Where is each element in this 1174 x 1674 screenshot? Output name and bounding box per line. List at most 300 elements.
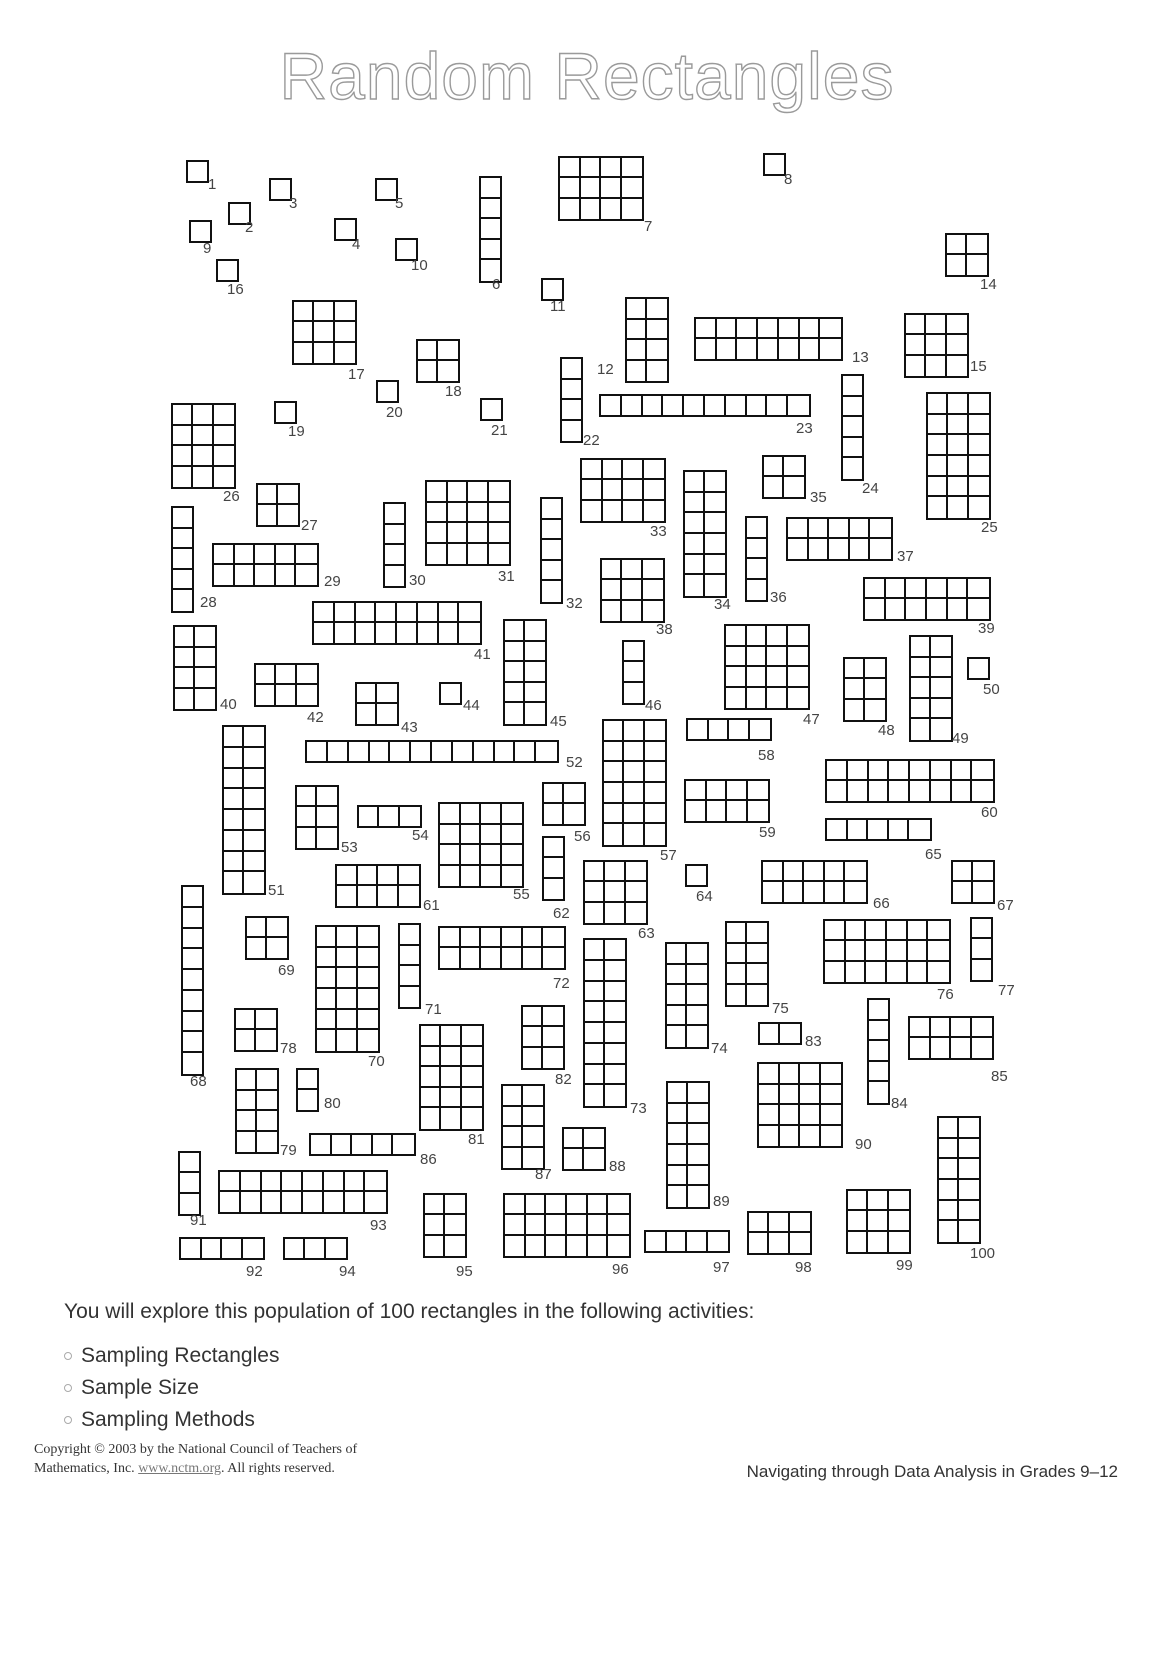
rectangle-84	[867, 998, 890, 1105]
grid-cell	[605, 961, 625, 982]
rectangle-label: 73	[630, 1100, 647, 1117]
grid-cell	[603, 460, 624, 480]
grid-cell	[411, 742, 432, 761]
grid-cell	[585, 1065, 605, 1086]
grid-cell	[317, 787, 337, 807]
grid-cell	[765, 155, 784, 174]
grid-cell	[790, 1233, 810, 1253]
grid-cell	[303, 1172, 324, 1192]
grid-cell	[453, 742, 474, 761]
grid-cell	[564, 1129, 584, 1149]
rectangle-label: 47	[803, 711, 820, 728]
rectangle-37	[786, 517, 893, 561]
grid-cell	[627, 320, 647, 341]
rectangle-label: 76	[937, 986, 954, 1003]
activity-item: Sampling Methods	[64, 1404, 279, 1436]
grid-cell	[845, 862, 866, 882]
grid-cell	[314, 343, 334, 363]
grid-cell	[886, 599, 907, 619]
grid-cell	[461, 948, 482, 968]
grid-cell	[869, 1000, 888, 1021]
grid-cell	[523, 1148, 543, 1169]
rectangle-19	[274, 401, 297, 424]
grid-cell	[727, 923, 747, 944]
grid-cell	[910, 761, 931, 781]
grid-cell	[800, 1105, 821, 1126]
grid-cell	[827, 781, 848, 801]
rectangle-50	[967, 657, 990, 680]
grid-cell	[567, 1195, 588, 1215]
grid-cell	[337, 968, 357, 989]
grid-cell	[335, 322, 355, 342]
grid-cell	[585, 1044, 605, 1065]
grid-cell	[850, 539, 871, 559]
grid-cell	[868, 1211, 888, 1231]
rectangle-77	[970, 917, 993, 982]
rectangle-label: 46	[645, 697, 662, 714]
grid-cell	[827, 761, 848, 781]
grid-cell	[400, 966, 419, 987]
grid-cell	[359, 807, 379, 826]
grid-cell	[603, 480, 624, 500]
grid-cell	[624, 721, 644, 742]
grid-cell	[968, 599, 989, 619]
grid-cell	[328, 742, 349, 761]
rectangle-16	[216, 259, 239, 282]
rectangle-label: 68	[190, 1073, 207, 1090]
grid-cell	[385, 545, 404, 566]
grid-cell	[567, 1215, 588, 1235]
grid-cell	[585, 1023, 605, 1044]
grid-cell	[687, 985, 707, 1006]
rectangle-label: 82	[555, 1071, 572, 1088]
rectangle-label: 67	[997, 897, 1014, 914]
grid-cell	[910, 1018, 931, 1038]
grid-cell	[393, 1135, 414, 1154]
grid-cell	[564, 784, 584, 804]
grid-cell	[726, 688, 747, 709]
grid-cell	[314, 623, 335, 643]
rectangle-label: 59	[759, 824, 776, 841]
grid-cell	[425, 1236, 445, 1256]
grid-cell	[258, 485, 278, 505]
grid-cell	[421, 1108, 441, 1129]
grid-cell	[235, 565, 256, 585]
grid-cell	[243, 1239, 264, 1258]
grid-cell	[584, 1149, 604, 1169]
grid-cell	[889, 820, 910, 839]
rectangle-label: 16	[227, 281, 244, 298]
rectangle-label: 18	[445, 383, 462, 400]
rectangle-label: 25	[981, 519, 998, 536]
grid-cell	[910, 781, 931, 801]
grid-cell	[969, 415, 989, 436]
rectangle-79	[235, 1068, 279, 1154]
grid-cell	[969, 497, 989, 518]
rectangle-label: 58	[758, 747, 775, 764]
grid-cell	[544, 838, 563, 858]
grid-cell	[441, 1067, 461, 1088]
rectangle-28	[171, 506, 194, 613]
grid-cell	[180, 1194, 199, 1214]
rectangle-22	[560, 357, 583, 443]
grid-cell	[503, 1148, 523, 1169]
rectangle-35	[762, 455, 806, 499]
grid-cell	[448, 503, 469, 524]
grid-cell	[644, 480, 665, 500]
grid-cell	[688, 720, 709, 739]
grid-cell	[400, 925, 419, 946]
grid-cell	[303, 1192, 324, 1212]
nctm-link[interactable]: www.nctm.org	[138, 1461, 222, 1476]
grid-cell	[358, 948, 378, 969]
grid-cell	[767, 396, 788, 415]
rectangle-62	[542, 836, 565, 901]
grid-cell	[400, 987, 419, 1008]
rectangle-12	[625, 297, 669, 383]
grid-cell	[357, 684, 377, 704]
grid-cell	[605, 903, 625, 923]
grid-cell	[605, 1085, 625, 1106]
grid-cell	[845, 679, 865, 699]
grid-cell	[747, 667, 768, 688]
grid-cell	[968, 579, 989, 599]
rectangle-21	[480, 398, 503, 421]
grid-cell	[255, 545, 276, 565]
rectangle-label: 4	[352, 236, 361, 253]
grid-cell	[356, 623, 377, 643]
grid-cell	[643, 396, 664, 415]
grid-cell	[175, 689, 195, 710]
grid-cell	[645, 804, 665, 825]
rectangle-63	[583, 860, 648, 925]
rectangle-55	[438, 802, 524, 888]
rectangle-label: 15	[970, 358, 987, 375]
grid-cell	[441, 1108, 461, 1129]
rectangle-label: 26	[223, 488, 240, 505]
rectangle-60	[825, 759, 995, 803]
grid-cell	[788, 647, 809, 668]
rectangle-label: 91	[190, 1212, 207, 1229]
grid-cell	[887, 941, 908, 961]
grid-cell	[181, 1239, 202, 1258]
grid-cell	[257, 1091, 277, 1112]
grid-cell	[357, 704, 377, 724]
page-title: Random Rectangles	[279, 39, 895, 113]
rectangle-47	[724, 624, 810, 710]
grid-cell	[421, 1047, 441, 1068]
grid-cell	[767, 626, 788, 647]
grid-cell	[717, 339, 738, 359]
grid-cell	[947, 356, 967, 376]
rectangle-label: 48	[878, 722, 895, 739]
grid-cell	[358, 866, 379, 886]
copyright-notice: Copyright © 2003 by the National Council of Teachers of Mathematics, Inc. www.nctm.org. All rights reserved.	[34, 1442, 358, 1476]
rectangle-label: 60	[981, 804, 998, 821]
grid-cell	[399, 866, 420, 886]
rectangle-82	[521, 1005, 565, 1070]
grid-cell	[562, 359, 581, 380]
rectangle-17	[292, 300, 357, 365]
grid-cell	[887, 962, 908, 982]
rectangle-label: 93	[370, 1217, 387, 1234]
grid-cell	[687, 1026, 707, 1047]
grid-cell	[727, 781, 748, 801]
grid-cell	[502, 928, 523, 948]
grid-cell	[696, 339, 717, 359]
rectangle-93	[218, 1170, 388, 1214]
grid-cell	[608, 1195, 629, 1215]
rectangle-label: 94	[339, 1263, 356, 1280]
rectangle-label: 96	[612, 1261, 629, 1278]
grid-cell	[445, 1236, 465, 1256]
grid-cell	[257, 1070, 277, 1091]
grid-cell	[726, 647, 747, 668]
rectangle-label: 79	[280, 1142, 297, 1159]
rectangle-59	[684, 779, 770, 823]
grid-cell	[224, 769, 244, 790]
grid-cell	[377, 684, 397, 704]
grid-cell	[820, 319, 841, 339]
grid-cell	[927, 579, 948, 599]
grid-cell	[939, 1118, 959, 1139]
grid-cell	[747, 647, 768, 668]
grid-cell	[939, 1221, 959, 1242]
grid-cell	[622, 601, 642, 621]
grid-cell	[378, 382, 397, 401]
grid-cell	[515, 742, 536, 761]
rectangle-25	[926, 392, 991, 520]
grid-cell	[432, 742, 453, 761]
rectangle-99	[846, 1189, 911, 1254]
grid-cell	[685, 493, 705, 514]
grid-cell	[317, 968, 337, 989]
rectangle-label: 70	[368, 1053, 385, 1070]
rectangle-label: 64	[696, 888, 713, 905]
rectangle-27	[256, 483, 300, 527]
rectangle-32	[540, 497, 563, 604]
grid-cell	[624, 742, 644, 763]
grid-cell	[294, 343, 314, 363]
rectangle-88	[562, 1127, 606, 1171]
rectangle-label: 62	[553, 905, 570, 922]
grid-cell	[926, 335, 946, 355]
grid-cell	[747, 518, 766, 539]
grid-cell	[764, 457, 784, 477]
grid-cell	[438, 361, 458, 381]
grid-cell	[370, 742, 391, 761]
grid-cell	[502, 845, 523, 866]
grid-cell	[489, 482, 510, 503]
rectangle-label: 30	[409, 572, 426, 589]
grid-cell	[523, 1027, 543, 1047]
rectangle-6	[479, 176, 502, 283]
grid-cell	[928, 497, 948, 518]
grid-cell	[952, 761, 973, 781]
grid-cell	[645, 721, 665, 742]
rectangle-label: 49	[952, 730, 969, 747]
grid-cell	[800, 319, 821, 339]
rectangle-label: 2	[245, 219, 254, 236]
grid-cell	[421, 1067, 441, 1088]
grid-cell	[747, 688, 768, 709]
grid-cell	[886, 579, 907, 599]
grid-cell	[564, 804, 584, 824]
rectangle-18	[416, 339, 460, 383]
rectangle-label: 85	[991, 1068, 1008, 1085]
grid-cell	[337, 927, 357, 948]
grid-cell	[800, 1064, 821, 1085]
grid-cell	[667, 1232, 688, 1251]
grid-cell	[585, 961, 605, 982]
grid-cell	[317, 828, 337, 848]
grid-cell	[337, 989, 357, 1010]
grid-cell	[237, 1070, 257, 1091]
grid-cell	[947, 235, 967, 255]
grid-cell	[505, 1195, 526, 1215]
grid-cell	[865, 700, 885, 720]
grid-cell	[173, 590, 192, 611]
grid-cell	[825, 962, 846, 982]
grid-cell	[624, 662, 643, 682]
grid-cell	[626, 862, 646, 882]
grid-cell	[887, 921, 908, 941]
grid-cell	[825, 921, 846, 941]
grid-cell	[356, 603, 377, 623]
grid-cell	[928, 477, 948, 498]
grid-cell	[705, 472, 725, 493]
grid-cell	[747, 923, 767, 944]
grid-cell	[244, 831, 264, 852]
rectangle-26	[171, 403, 236, 489]
grid-cell	[399, 886, 420, 906]
grid-cell	[523, 1007, 543, 1027]
grid-cell	[502, 948, 523, 968]
grid-cell	[237, 1091, 257, 1112]
grid-cell	[866, 962, 887, 982]
grid-cell	[358, 1010, 378, 1031]
grid-cell	[779, 319, 800, 339]
grid-cell	[373, 1135, 394, 1154]
rectangle-76	[823, 919, 951, 984]
grid-cell	[747, 559, 766, 580]
grid-cell	[717, 319, 738, 339]
grid-cell	[939, 1159, 959, 1180]
rectangle-51	[222, 725, 266, 895]
rectangle-label: 92	[246, 1263, 263, 1280]
grid-cell	[173, 549, 192, 570]
grid-cell	[846, 962, 867, 982]
grid-cell	[608, 1215, 629, 1235]
grid-cell	[502, 866, 523, 887]
grid-cell	[931, 699, 951, 720]
grid-cell	[843, 417, 862, 438]
grid-cell	[804, 882, 825, 902]
rectangle-1	[186, 160, 209, 183]
rectangle-label: 42	[307, 709, 324, 726]
rectangle-45	[503, 619, 547, 726]
grid-cell	[627, 361, 647, 382]
grid-cell	[645, 762, 665, 783]
grid-cell	[183, 908, 202, 929]
grid-cell	[191, 222, 210, 241]
grid-cell	[788, 539, 809, 559]
grid-cell	[908, 941, 929, 961]
grid-cell	[605, 1065, 625, 1086]
grid-cell	[390, 742, 411, 761]
grid-cell	[843, 376, 862, 397]
grid-cell	[582, 460, 603, 480]
rectangle-label: 39	[978, 620, 995, 637]
activity-item: Sample Size	[64, 1372, 279, 1404]
grid-cell	[505, 683, 525, 704]
grid-cell	[311, 1135, 332, 1154]
rectangle-74	[665, 942, 709, 1049]
grid-cell	[627, 299, 647, 320]
grid-cell	[421, 1026, 441, 1047]
grid-cell	[928, 921, 949, 941]
grid-cell	[224, 748, 244, 769]
rectangle-label: 38	[656, 621, 673, 638]
grid-cell	[869, 781, 890, 801]
grid-cell	[523, 1127, 543, 1148]
grid-cell	[505, 642, 525, 663]
grid-cell	[481, 845, 502, 866]
grid-cell	[605, 982, 625, 1003]
grid-cell	[462, 1026, 482, 1047]
grid-cell	[788, 688, 809, 709]
grid-cell	[667, 985, 687, 1006]
grid-cell	[928, 415, 948, 436]
rectangle-label: 75	[772, 1000, 789, 1017]
rectangle-label: 35	[810, 489, 827, 506]
grid-cell	[869, 761, 890, 781]
grid-cell	[959, 1180, 979, 1201]
grid-cell	[623, 480, 644, 500]
intro-text: You will explore this population of 100 rectangles in the following activities:	[64, 1300, 755, 1323]
rectangle-label: 41	[474, 646, 491, 663]
grid-cell	[646, 1232, 667, 1251]
grid-cell	[747, 964, 767, 985]
grid-cell	[543, 1027, 563, 1047]
grid-cell	[906, 315, 926, 335]
grid-cell	[495, 742, 516, 761]
grid-cell	[939, 1201, 959, 1222]
grid-cell	[604, 804, 624, 825]
grid-cell	[481, 178, 500, 199]
rectangle-label: 63	[638, 925, 655, 942]
grid-cell	[759, 1105, 780, 1126]
grid-cell	[461, 845, 482, 866]
grid-cell	[626, 882, 646, 902]
rectangle-49	[909, 635, 953, 742]
grid-cell	[687, 866, 706, 885]
grid-cell	[425, 1215, 445, 1235]
grid-cell	[928, 941, 949, 961]
grid-cell	[747, 580, 766, 601]
rectangle-label: 32	[566, 595, 583, 612]
grid-cell	[948, 497, 968, 518]
rectangle-label: 61	[423, 897, 440, 914]
rectangle-94	[283, 1237, 348, 1260]
grid-cell	[276, 545, 297, 565]
rectangle-20	[376, 380, 399, 403]
grid-cell	[969, 477, 989, 498]
grid-cell	[282, 1192, 303, 1212]
grid-cell	[780, 1126, 801, 1147]
grid-cell	[582, 501, 603, 521]
grid-cell	[237, 1132, 257, 1153]
